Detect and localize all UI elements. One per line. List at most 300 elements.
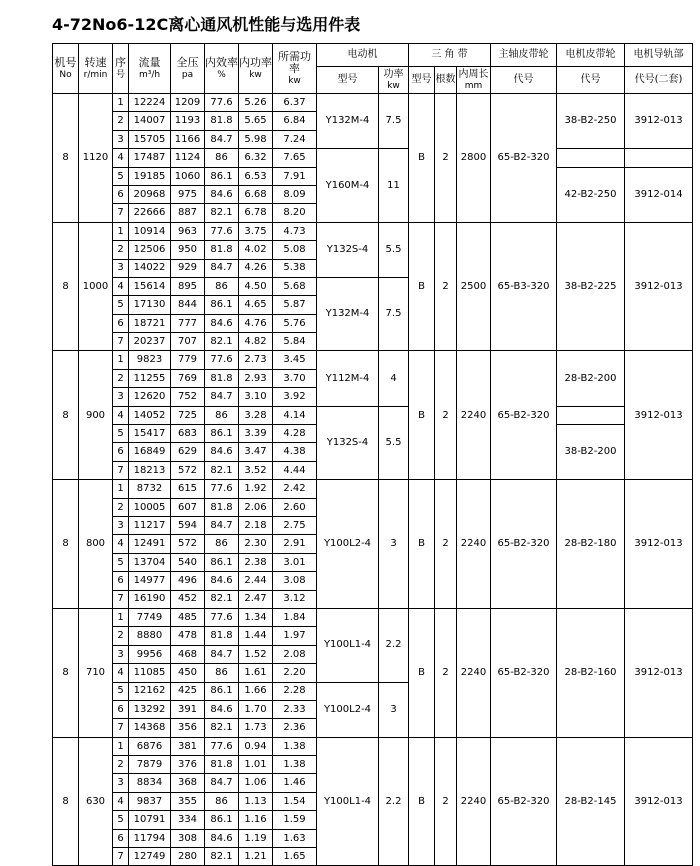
cell-efficiency: 86: [205, 664, 239, 682]
cell-index: 4: [113, 149, 129, 167]
cell-index: 6: [113, 314, 129, 332]
table-row: [53, 222, 693, 240]
cell-index: 7: [113, 848, 129, 866]
cell-motor-model: Y100L2-4: [317, 480, 379, 609]
cell-motor-power: 7.5: [379, 277, 409, 351]
cell-index: 1: [113, 608, 129, 626]
cell-flow: 12491: [129, 535, 171, 553]
cell-required-power: 8.09: [273, 185, 317, 203]
cell-inner-power: 0.94: [239, 737, 273, 755]
cell-flow: 22666: [129, 204, 171, 222]
cell-pressure: 355: [171, 792, 205, 810]
cell-flow: 9837: [129, 792, 171, 810]
cell-index: 4: [113, 664, 129, 682]
cell-motor-model: Y132M-4: [317, 94, 379, 149]
cell-efficiency: 81.8: [205, 756, 239, 774]
header-cell-efficiency: 内效率 %: [205, 44, 239, 94]
header-cell-motor-rail: 电机导轨部: [625, 44, 693, 67]
cell-efficiency: 84.6: [205, 829, 239, 847]
cell-flow: 10914: [129, 222, 171, 240]
table-row: [53, 608, 693, 626]
cell-efficiency: 77.6: [205, 737, 239, 755]
cell-required-power: 1.59: [273, 811, 317, 829]
cell-required-power: 6.37: [273, 94, 317, 112]
cell-main-pulley: 65-B2-320: [491, 351, 557, 480]
cell-required-power: 7.24: [273, 130, 317, 148]
cell-pressure: 391: [171, 700, 205, 718]
cell-pressure: 887: [171, 204, 205, 222]
cell-motor-rail: 3912-013: [625, 480, 693, 609]
cell-index: 3: [113, 645, 129, 663]
table-row: [53, 351, 693, 369]
cell-efficiency: 86.1: [205, 167, 239, 185]
cell-belt-count: 2: [435, 480, 457, 609]
cell-rpm: 900: [79, 351, 113, 480]
cell-efficiency: 86.1: [205, 425, 239, 443]
cell-inner-power: 1.66: [239, 682, 273, 700]
cell-efficiency: 86: [205, 149, 239, 167]
cell-index: 7: [113, 590, 129, 608]
header-cell-index: 序 号: [113, 44, 129, 94]
cell-pressure: 607: [171, 498, 205, 516]
cell-efficiency: 81.8: [205, 241, 239, 259]
cell-belt-count: 2: [435, 351, 457, 480]
cell-pressure: 725: [171, 406, 205, 424]
cell-flow: 13292: [129, 700, 171, 718]
cell-flow: 14977: [129, 572, 171, 590]
cell-main-pulley: 65-B2-320: [491, 737, 557, 866]
cell-efficiency: 77.6: [205, 608, 239, 626]
header-cell-inner-power: 内功率 kw: [239, 44, 273, 94]
cell-pressure: 572: [171, 461, 205, 479]
cell-pressure: 540: [171, 553, 205, 571]
header-cell-flow: 流量 m³/h: [129, 44, 171, 94]
cell-flow: 16849: [129, 443, 171, 461]
cell-inner-power: 1.70: [239, 700, 273, 718]
cell-inner-power: 1.52: [239, 645, 273, 663]
table-row: [53, 406, 693, 424]
cell-pressure: 572: [171, 535, 205, 553]
cell-pressure: 381: [171, 737, 205, 755]
cell-motor-pulley: 38-B2-250: [557, 94, 625, 149]
cell-flow: 15417: [129, 425, 171, 443]
cell-main-pulley: 65-B2-320: [491, 480, 557, 609]
cell-pressure: 895: [171, 277, 205, 295]
cell-index: 1: [113, 480, 129, 498]
cell-flow: 15705: [129, 130, 171, 148]
cell-flow: 16190: [129, 590, 171, 608]
cell-main-pulley: 65-B2-320: [491, 94, 557, 223]
cell-motor-model: Y132S-4: [317, 406, 379, 480]
cell-pressure: 376: [171, 756, 205, 774]
cell-index: 7: [113, 461, 129, 479]
cell-motor-rail: 3912-014: [625, 167, 693, 222]
cell-index: 2: [113, 369, 129, 387]
cell-inner-power: 4.50: [239, 277, 273, 295]
cell-required-power: 4.38: [273, 443, 317, 461]
page-title: 4-72No6-12C离心通风机性能与选用件表: [52, 15, 361, 34]
cell-belt-length: 2240: [457, 608, 491, 737]
cell-efficiency: 86: [205, 535, 239, 553]
cell-inner-power: 1.34: [239, 608, 273, 626]
header-cell-main-pulley-code: 代号: [491, 67, 557, 94]
cell-inner-power: 6.53: [239, 167, 273, 185]
cell-required-power: 4.73: [273, 222, 317, 240]
cell-belt-count: 2: [435, 737, 457, 866]
cell-pressure: 594: [171, 516, 205, 534]
cell-flow: 18721: [129, 314, 171, 332]
cell-index: 3: [113, 774, 129, 792]
cell-motor-rail: 3912-013: [625, 608, 693, 737]
cell-required-power: 5.76: [273, 314, 317, 332]
cell-efficiency: 84.7: [205, 774, 239, 792]
cell-required-power: 1.46: [273, 774, 317, 792]
cell-main-pulley: 65-B3-320: [491, 222, 557, 351]
cell-index: 5: [113, 167, 129, 185]
cell-required-power: 3.45: [273, 351, 317, 369]
cell-index: 2: [113, 241, 129, 259]
cell-inner-power: 2.38: [239, 553, 273, 571]
cell-inner-power: 1.44: [239, 627, 273, 645]
cell-pressure: 1124: [171, 149, 205, 167]
cell-rpm: 1120: [79, 94, 113, 223]
cell-flow: 8880: [129, 627, 171, 645]
cell-efficiency: 86.1: [205, 682, 239, 700]
cell-motor-power: 5.5: [379, 406, 409, 480]
cell-inner-power: 3.10: [239, 388, 273, 406]
cell-required-power: 5.84: [273, 333, 317, 351]
cell-index: 6: [113, 443, 129, 461]
cell-motor-model: Y100L1-4: [317, 608, 379, 682]
cell-motor-rail: 3912-013: [625, 351, 693, 480]
cell-inner-power: 1.01: [239, 756, 273, 774]
cell-inner-power: 1.06: [239, 774, 273, 792]
table-body: [53, 44, 693, 866]
cell-required-power: 6.84: [273, 112, 317, 130]
cell-required-power: 7.65: [273, 149, 317, 167]
cell-inner-power: 6.68: [239, 185, 273, 203]
header-cell-belt-type: 型号: [409, 67, 435, 94]
cell-efficiency: 82.1: [205, 590, 239, 608]
cell-pressure: 844: [171, 296, 205, 314]
cell-index: 4: [113, 406, 129, 424]
cell-index: 3: [113, 130, 129, 148]
cell-pressure: 425: [171, 682, 205, 700]
cell-efficiency: 86: [205, 406, 239, 424]
cell-required-power: 1.54: [273, 792, 317, 810]
cell-efficiency: 84.7: [205, 645, 239, 663]
cell-rpm: 630: [79, 737, 113, 866]
cell-flow: 12506: [129, 241, 171, 259]
cell-motor-pulley: 28-B2-145: [557, 737, 625, 866]
cell-inner-power: 2.06: [239, 498, 273, 516]
cell-belt-count: 2: [435, 608, 457, 737]
cell-required-power: 3.70: [273, 369, 317, 387]
cell-required-power: 3.01: [273, 553, 317, 571]
cell-belt-count: 2: [435, 222, 457, 351]
cell-flow: 14052: [129, 406, 171, 424]
cell-flow: 13704: [129, 553, 171, 571]
cell-inner-power: 1.21: [239, 848, 273, 866]
header-cell-rail-code: 代号(二套): [625, 67, 693, 94]
cell-required-power: 2.60: [273, 498, 317, 516]
cell-efficiency: 81.8: [205, 627, 239, 645]
cell-efficiency: 84.7: [205, 388, 239, 406]
cell-pressure: 779: [171, 351, 205, 369]
cell-required-power: 3.12: [273, 590, 317, 608]
header-cell-required-power: 所需功率 kw: [273, 44, 317, 94]
cell-pressure: 929: [171, 259, 205, 277]
cell-efficiency: 86: [205, 792, 239, 810]
cell-no: 8: [53, 222, 79, 351]
cell-motor-pulley: 42-B2-250: [557, 167, 625, 222]
cell-inner-power: 1.16: [239, 811, 273, 829]
cell-flow: 14368: [129, 719, 171, 737]
cell-belt-type: B: [409, 608, 435, 737]
cell-index: 1: [113, 737, 129, 755]
cell-belt-type: B: [409, 94, 435, 223]
cell-required-power: 5.08: [273, 241, 317, 259]
cell-efficiency: 82.1: [205, 204, 239, 222]
cell-pressure: 769: [171, 369, 205, 387]
cell-flow: 11085: [129, 664, 171, 682]
cell-motor-power: 3: [379, 480, 409, 609]
cell-efficiency: 77.6: [205, 480, 239, 498]
cell-motor-power: 2.2: [379, 737, 409, 866]
cell-pressure: 356: [171, 719, 205, 737]
header-cell-main-pulley: 主轴皮带轮: [491, 44, 557, 67]
cell-efficiency: 77.6: [205, 94, 239, 112]
cell-index: 1: [113, 351, 129, 369]
cell-index: 5: [113, 553, 129, 571]
cell-efficiency: 84.6: [205, 185, 239, 203]
cell-index: 7: [113, 204, 129, 222]
cell-pressure: 975: [171, 185, 205, 203]
cell-index: 7: [113, 719, 129, 737]
cell-required-power: 1.84: [273, 608, 317, 626]
cell-inner-power: 6.32: [239, 149, 273, 167]
cell-inner-power: 4.65: [239, 296, 273, 314]
cell-motor-rail: 3912-013: [625, 222, 693, 351]
cell-pressure: 615: [171, 480, 205, 498]
cell-motor-rail: 3912-013: [625, 737, 693, 866]
cell-motor-pulley: 28-B2-180: [557, 480, 625, 609]
cell-no: 8: [53, 737, 79, 866]
cell-pressure: 450: [171, 664, 205, 682]
cell-belt-count: 2: [435, 94, 457, 223]
cell-flow: 15614: [129, 277, 171, 295]
cell-efficiency: 84.6: [205, 314, 239, 332]
cell-required-power: 5.68: [273, 277, 317, 295]
cell-index: 3: [113, 259, 129, 277]
cell-inner-power: 5.26: [239, 94, 273, 112]
cell-efficiency: 81.8: [205, 112, 239, 130]
cell-efficiency: 82.1: [205, 333, 239, 351]
cell-pressure: 629: [171, 443, 205, 461]
cell-efficiency: 81.8: [205, 369, 239, 387]
cell-inner-power: 1.61: [239, 664, 273, 682]
cell-flow: 11255: [129, 369, 171, 387]
table-row: [53, 94, 693, 112]
cell-required-power: 2.91: [273, 535, 317, 553]
cell-rpm: 1000: [79, 222, 113, 351]
cell-flow: 17487: [129, 149, 171, 167]
cell-efficiency: 81.8: [205, 498, 239, 516]
cell-inner-power: 6.78: [239, 204, 273, 222]
cell-flow: 8834: [129, 774, 171, 792]
cell-inner-power: 3.52: [239, 461, 273, 479]
cell-belt-type: B: [409, 222, 435, 351]
cell-inner-power: 3.39: [239, 425, 273, 443]
cell-motor-pulley: [557, 406, 625, 424]
cell-flow: 11794: [129, 829, 171, 847]
cell-efficiency: 77.6: [205, 351, 239, 369]
cell-belt-length: 2240: [457, 480, 491, 609]
cell-pressure: 308: [171, 829, 205, 847]
cell-required-power: 1.97: [273, 627, 317, 645]
cell-efficiency: 84.6: [205, 443, 239, 461]
cell-inner-power: 2.73: [239, 351, 273, 369]
cell-required-power: 3.92: [273, 388, 317, 406]
cell-index: 2: [113, 112, 129, 130]
cell-pressure: 1166: [171, 130, 205, 148]
cell-index: 4: [113, 535, 129, 553]
cell-motor-pulley: 38-B2-200: [557, 425, 625, 480]
cell-efficiency: 84.7: [205, 259, 239, 277]
cell-required-power: 2.08: [273, 645, 317, 663]
cell-required-power: 4.14: [273, 406, 317, 424]
cell-motor-model: Y100L1-4: [317, 737, 379, 866]
cell-rpm: 800: [79, 480, 113, 609]
cell-index: 5: [113, 425, 129, 443]
cell-flow: 9823: [129, 351, 171, 369]
cell-motor-power: 4: [379, 351, 409, 406]
cell-belt-type: B: [409, 737, 435, 866]
cell-index: 7: [113, 333, 129, 351]
cell-inner-power: 1.19: [239, 829, 273, 847]
cell-motor-rail: [625, 149, 693, 167]
cell-pressure: 485: [171, 608, 205, 626]
cell-index: 6: [113, 829, 129, 847]
cell-required-power: 2.75: [273, 516, 317, 534]
cell-pressure: 752: [171, 388, 205, 406]
cell-no: 8: [53, 608, 79, 737]
cell-belt-type: B: [409, 351, 435, 480]
header-cell-belt-count: 根数: [435, 67, 457, 94]
cell-required-power: 2.42: [273, 480, 317, 498]
cell-index: 1: [113, 222, 129, 240]
cell-inner-power: 3.47: [239, 443, 273, 461]
cell-inner-power: 2.18: [239, 516, 273, 534]
cell-efficiency: 86.1: [205, 811, 239, 829]
cell-index: 5: [113, 811, 129, 829]
cell-flow: 12620: [129, 388, 171, 406]
cell-inner-power: 2.47: [239, 590, 273, 608]
cell-flow: 8732: [129, 480, 171, 498]
cell-flow: 20237: [129, 333, 171, 351]
cell-required-power: 1.63: [273, 829, 317, 847]
table-row: [53, 737, 693, 755]
cell-belt-length: 2500: [457, 222, 491, 351]
fan-performance-table: [52, 43, 693, 866]
cell-required-power: 8.20: [273, 204, 317, 222]
cell-efficiency: 84.7: [205, 130, 239, 148]
cell-motor-power: 7.5: [379, 94, 409, 149]
cell-motor-model: Y100L2-4: [317, 682, 379, 737]
cell-index: 6: [113, 700, 129, 718]
header-cell-vbelt: 三 角 带: [409, 44, 491, 67]
cell-required-power: 1.65: [273, 848, 317, 866]
cell-efficiency: 82.1: [205, 719, 239, 737]
cell-efficiency: 82.1: [205, 461, 239, 479]
cell-flow: 17130: [129, 296, 171, 314]
cell-pressure: 478: [171, 627, 205, 645]
cell-motor-model: Y160M-4: [317, 149, 379, 223]
cell-required-power: 5.38: [273, 259, 317, 277]
cell-inner-power: 1.13: [239, 792, 273, 810]
cell-motor-power: 3: [379, 682, 409, 737]
cell-inner-power: 4.26: [239, 259, 273, 277]
cell-pressure: 1209: [171, 94, 205, 112]
cell-flow: 10791: [129, 811, 171, 829]
cell-required-power: 7.91: [273, 167, 317, 185]
cell-efficiency: 86.1: [205, 553, 239, 571]
cell-motor-model: Y132S-4: [317, 222, 379, 277]
cell-inner-power: 2.44: [239, 572, 273, 590]
cell-required-power: 1.38: [273, 756, 317, 774]
cell-main-pulley: 65-B2-320: [491, 608, 557, 737]
cell-required-power: 2.33: [273, 700, 317, 718]
cell-inner-power: 5.98: [239, 130, 273, 148]
cell-index: 2: [113, 627, 129, 645]
cell-pressure: 452: [171, 590, 205, 608]
cell-motor-model: Y112M-4: [317, 351, 379, 406]
cell-belt-type: B: [409, 480, 435, 609]
cell-belt-length: 2240: [457, 351, 491, 480]
cell-motor-rail: 3912-013: [625, 94, 693, 149]
cell-inner-power: 2.93: [239, 369, 273, 387]
cell-efficiency: 86: [205, 277, 239, 295]
table-row: [53, 149, 693, 167]
cell-pressure: 368: [171, 774, 205, 792]
cell-required-power: 1.38: [273, 737, 317, 755]
cell-index: 5: [113, 682, 129, 700]
header-cell-rpm: 转速 r/min: [79, 44, 113, 94]
cell-index: 4: [113, 792, 129, 810]
cell-efficiency: 84.6: [205, 572, 239, 590]
cell-required-power: 4.44: [273, 461, 317, 479]
cell-no: 8: [53, 94, 79, 223]
header-cell-belt-length: 内周长 mm: [457, 67, 491, 94]
cell-motor-power: 5.5: [379, 222, 409, 277]
table-row: [53, 480, 693, 498]
cell-flow: 7749: [129, 608, 171, 626]
cell-inner-power: 2.30: [239, 535, 273, 553]
cell-efficiency: 77.6: [205, 222, 239, 240]
cell-efficiency: 84.6: [205, 700, 239, 718]
cell-rpm: 710: [79, 608, 113, 737]
cell-flow: 9956: [129, 645, 171, 663]
header-row-1: [53, 44, 693, 67]
cell-flow: 11217: [129, 516, 171, 534]
cell-flow: 12749: [129, 848, 171, 866]
cell-motor-pulley: 28-B2-160: [557, 608, 625, 737]
cell-inner-power: 4.76: [239, 314, 273, 332]
cell-index: 6: [113, 572, 129, 590]
cell-motor-model: Y132M-4: [317, 277, 379, 351]
cell-efficiency: 84.7: [205, 516, 239, 534]
cell-inner-power: 1.73: [239, 719, 273, 737]
